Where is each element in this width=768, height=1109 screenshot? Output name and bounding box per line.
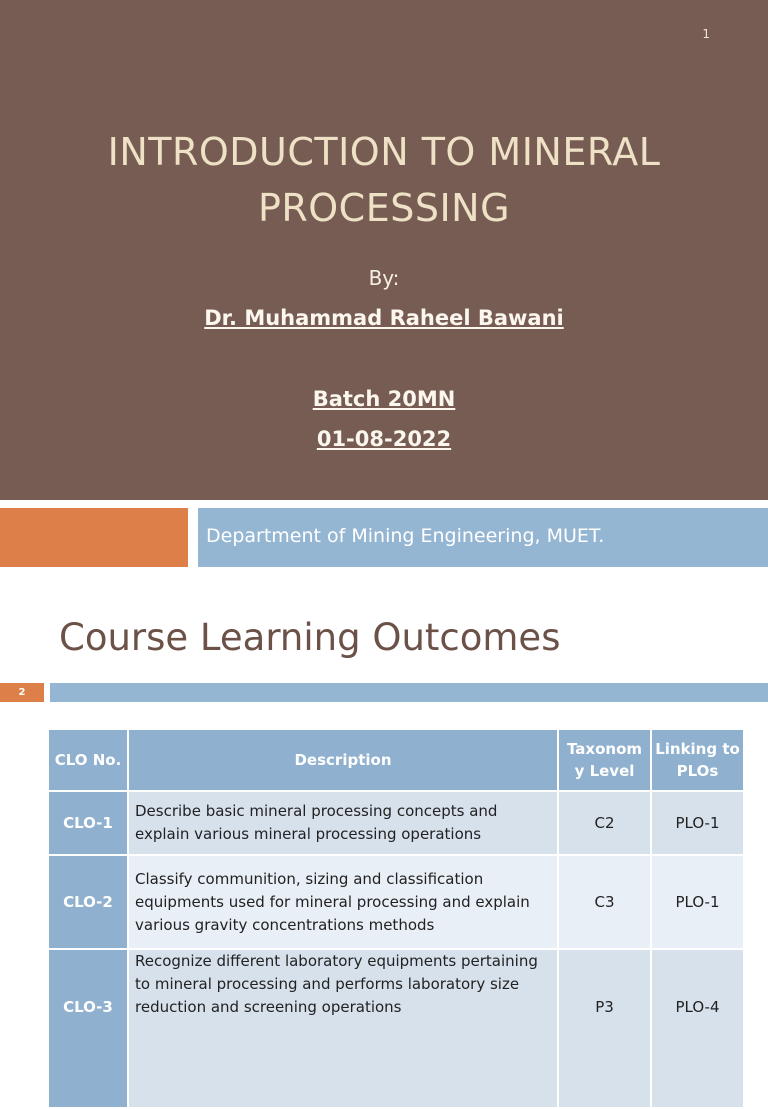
- clo-number-cell: CLO-1: [48, 791, 128, 855]
- taxonomy-level-cell: P3: [558, 949, 651, 1108]
- header-taxonomy-level: Taxonom y Level: [558, 729, 651, 791]
- clo-table: [47, 728, 745, 1109]
- header-linking-plos: Linking to PLOs: [651, 729, 744, 791]
- slide-number: 1: [702, 27, 710, 41]
- orange-accent-block: [0, 508, 188, 567]
- slide-2: [0, 578, 768, 1024]
- header-description: Description: [128, 729, 558, 791]
- slide-title-line-2: PROCESSING: [257, 186, 511, 230]
- slide-number-badge: 2: [0, 683, 44, 702]
- slide-2-title: Course Learning Outcomes: [59, 616, 561, 659]
- table-row: [48, 855, 744, 949]
- description-cell: Describe basic mineral processing concepts and explain various mineral processing operations: [128, 791, 558, 855]
- title-area: [0, 0, 768, 500]
- department-name: Department of Mining Engineering, MUET.: [206, 525, 605, 547]
- plo-cell: PLO-4: [651, 949, 744, 1108]
- slide-title: [0, 124, 768, 236]
- batch-label: Batch 20MN: [312, 387, 456, 411]
- plo-cell: PLO-1: [651, 855, 744, 949]
- table-row: [48, 949, 744, 1108]
- table-header-row: [48, 729, 744, 791]
- table-row: [48, 791, 744, 855]
- department-bar: [198, 508, 768, 567]
- by-label: By:: [368, 266, 400, 290]
- slide-title-line-1: INTRODUCTION TO MINERAL: [107, 130, 661, 174]
- header-clo-no: CLO No.: [48, 729, 128, 791]
- plo-cell: PLO-1: [651, 791, 744, 855]
- date-label: 01-08-2022: [316, 427, 452, 451]
- taxonomy-level-cell: C2: [558, 791, 651, 855]
- description-cell: Recognize different laboratory equipments pertaining to mineral processing and performs laboratory size reduction and screening operations: [128, 949, 558, 1108]
- author-name: Dr. Muhammad Raheel Bawani: [204, 306, 564, 330]
- blue-accent-bar: [50, 683, 768, 702]
- clo-number-cell: CLO-3: [48, 949, 128, 1108]
- clo-number-cell: CLO-2: [48, 855, 128, 949]
- taxonomy-level-cell: C3: [558, 855, 651, 949]
- description-cell: Classify communition, sizing and classification equipments used for mineral processing and explain various gravity concentrations methods: [128, 855, 558, 949]
